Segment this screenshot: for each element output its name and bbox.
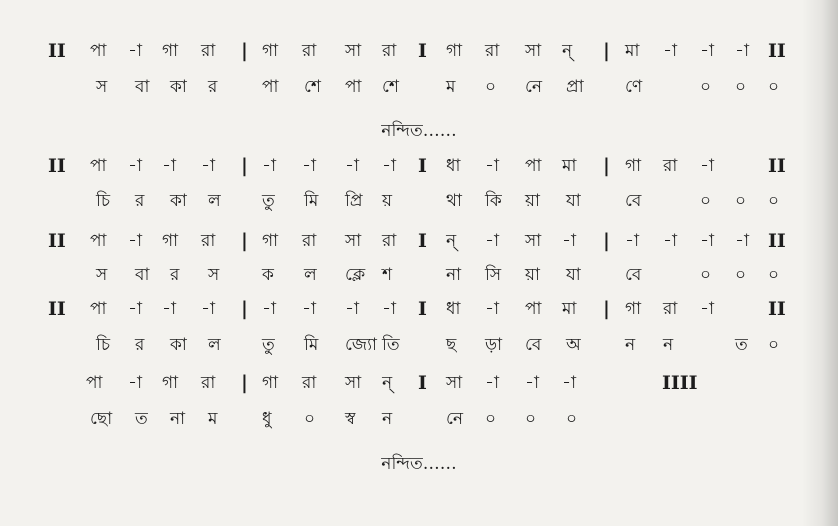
lyric-syllable: অ <box>566 335 581 355</box>
swara-note: পা <box>90 156 107 176</box>
swara-note: -া <box>382 156 396 176</box>
bar-line: | <box>603 40 610 62</box>
swara-note: -া <box>345 156 359 176</box>
lyric-syllable: প্রা <box>566 77 584 97</box>
lyric-syllable: ০ <box>700 265 712 285</box>
swara-note: -া <box>345 299 359 319</box>
bar-line: II <box>48 155 66 177</box>
lyric-syllable: ০ <box>485 409 497 429</box>
lyric-syllable: ০ <box>525 409 537 429</box>
swara-note: সা <box>345 41 362 61</box>
swara-note: গা <box>162 373 179 393</box>
lyric-syllable: ক্লে <box>345 265 366 285</box>
lyric-syllable: স <box>208 265 220 285</box>
lyric-syllable: ০ <box>566 409 578 429</box>
lyric-syllable: না <box>446 265 462 285</box>
swara-note: রা <box>382 41 397 61</box>
swara-note: রা <box>201 41 216 61</box>
lyric-syllable: ০ <box>700 77 712 97</box>
lyric-syllable: মি <box>304 335 319 355</box>
bar-line: | <box>603 230 610 252</box>
swara-note: ন্ <box>382 373 393 393</box>
lyric-syllable: বে <box>525 335 542 355</box>
lyric-syllable: কা <box>170 335 187 355</box>
lyric-syllable: কা <box>170 77 187 97</box>
lyric-syllable: বে <box>625 191 642 211</box>
bar-line: | <box>241 372 248 394</box>
swara-note: গা <box>625 299 642 319</box>
swara-note: গা <box>262 231 279 251</box>
swara-note: পা <box>90 231 107 251</box>
swara-note: -া <box>485 231 499 251</box>
swara-note: রা <box>302 373 317 393</box>
lyric-syllable: বা <box>135 265 150 285</box>
swara-note: -া <box>735 231 749 251</box>
bar-line: II <box>768 298 786 320</box>
lyric-syllable: শ <box>382 265 393 285</box>
swara-note: রা <box>663 156 678 176</box>
lyric-syllable: স <box>96 265 108 285</box>
lyric-syllable: ল <box>304 265 317 285</box>
lyric-syllable: ম <box>208 409 218 429</box>
lyric-syllable: ণে <box>625 77 643 97</box>
lyric-syllable: শে <box>382 77 399 97</box>
swara-note: গা <box>625 156 642 176</box>
lyric-syllable: চি <box>96 335 111 355</box>
swara-note: সা <box>345 231 362 251</box>
swara-note: -া <box>562 373 576 393</box>
swara-note: -া <box>128 373 142 393</box>
lyric-syllable: পা <box>262 77 279 97</box>
lyric-syllable: ধু <box>262 409 272 429</box>
lyric-syllable: ০ <box>768 77 780 97</box>
lyric-syllable: বে <box>625 265 642 285</box>
lyric-syllable: ন <box>382 409 393 429</box>
swara-note: মা <box>562 156 577 176</box>
lyric-syllable: য়া <box>525 191 540 211</box>
swara-note: গা <box>262 373 279 393</box>
lyric-syllable: ন <box>663 335 674 355</box>
lyric-syllable: বা <box>135 77 150 97</box>
swara-note: সা <box>446 373 463 393</box>
swara-note: -া <box>162 299 176 319</box>
lyric-syllable: ০ <box>304 409 316 429</box>
swara-note: রা <box>663 299 678 319</box>
lyric-syllable: য়া <box>525 265 540 285</box>
swara-note: ন্ <box>562 41 573 61</box>
swara-note: -া <box>262 156 276 176</box>
lyric-syllable: র <box>208 77 218 97</box>
lyric-syllable: যা <box>566 265 581 285</box>
swara-note: -া <box>128 299 142 319</box>
swara-note: গা <box>446 41 463 61</box>
swara-note: -া <box>162 156 176 176</box>
lyric-syllable: ০ <box>485 77 497 97</box>
lyric-syllable: সি <box>485 265 502 285</box>
lyric-syllable: তু <box>262 335 275 355</box>
swara-note: -া <box>700 231 714 251</box>
swara-note: রা <box>201 231 216 251</box>
swara-note: -া <box>382 299 396 319</box>
lyric-syllable: ০ <box>768 265 780 285</box>
lyric-syllable: র <box>135 191 145 211</box>
lyric-syllable: ত <box>135 409 148 429</box>
swara-note: -া <box>735 41 749 61</box>
bar-line: I <box>418 40 427 62</box>
bar-line: | <box>241 230 248 252</box>
swara-note: -া <box>302 299 316 319</box>
lyric-syllable: স্ব <box>345 409 356 429</box>
bar-line: I <box>418 298 427 320</box>
lyric-syllable: ০ <box>735 265 747 285</box>
swara-note: রা <box>382 231 397 251</box>
bar-line: | <box>603 155 610 177</box>
bar-line: II <box>48 298 66 320</box>
swara-note: রা <box>302 231 317 251</box>
lyric-syllable: না <box>170 409 186 429</box>
swara-note: -া <box>562 231 576 251</box>
swara-note: মা <box>625 41 640 61</box>
swara-note: ধা <box>446 156 461 176</box>
bar-line: | <box>603 298 610 320</box>
swara-note: পা <box>86 373 103 393</box>
swara-note: রা <box>302 41 317 61</box>
lyric-syllable: য় <box>382 191 393 211</box>
swara-note: -া <box>201 156 215 176</box>
swara-note: -া <box>663 41 677 61</box>
lyric-syllable: পা <box>345 77 362 97</box>
swara-note: সা <box>525 231 542 251</box>
bar-line: II <box>768 40 786 62</box>
swara-note: -া <box>302 156 316 176</box>
lyric-syllable: ত <box>735 335 748 355</box>
lyric-syllable: র <box>170 265 180 285</box>
lyric-syllable: র <box>135 335 145 355</box>
bar-line: I <box>418 372 427 394</box>
lyric-syllable: কি <box>485 191 502 211</box>
lyric-syllable: স <box>96 77 108 97</box>
swara-note: -া <box>128 156 142 176</box>
swara-note: -া <box>262 299 276 319</box>
lyric-syllable: ন <box>625 335 636 355</box>
swara-note: -া <box>201 299 215 319</box>
swara-note: গা <box>162 41 179 61</box>
lyric-syllable: ম <box>446 77 456 97</box>
bar-line: | <box>241 40 248 62</box>
swara-note: -া <box>128 231 142 251</box>
swara-note: সা <box>525 41 542 61</box>
bar-line: II <box>48 230 66 252</box>
page-edge-shadow <box>802 0 838 526</box>
swara-note: পা <box>525 299 542 319</box>
swara-note: -া <box>485 299 499 319</box>
bar-line: IIII <box>662 372 698 394</box>
swara-note: গা <box>262 41 279 61</box>
lyric-syllable: ড়া <box>485 335 503 355</box>
lyric-syllable: ক <box>262 265 274 285</box>
lyric-syllable: জ্যো <box>345 335 377 355</box>
lyric-syllable: ছো <box>90 409 113 429</box>
lyric-syllable: ল <box>208 335 221 355</box>
swara-note: পা <box>90 41 107 61</box>
swara-note: ধা <box>446 299 461 319</box>
swara-note: -া <box>700 41 714 61</box>
bar-line: | <box>241 155 248 177</box>
swara-note: -া <box>625 231 639 251</box>
section-mark-1: নন্দিত…… <box>381 121 457 141</box>
bar-line: | <box>241 298 248 320</box>
swara-note: পা <box>525 156 542 176</box>
swara-note: -া <box>128 41 142 61</box>
swara-note: -া <box>525 373 539 393</box>
lyric-syllable: যা <box>566 191 581 211</box>
lyric-syllable: ল <box>208 191 221 211</box>
lyric-syllable: চি <box>96 191 111 211</box>
swara-note: -া <box>700 299 714 319</box>
lyric-syllable: ০ <box>768 191 780 211</box>
section-mark-2: নন্দিত…… <box>381 454 457 474</box>
lyric-syllable: থা <box>446 191 462 211</box>
swara-note: -া <box>700 156 714 176</box>
lyric-syllable: ছ <box>446 335 457 355</box>
lyric-syllable: নে <box>446 409 464 429</box>
bar-line: II <box>768 155 786 177</box>
bar-line: II <box>48 40 66 62</box>
swara-note: -া <box>485 156 499 176</box>
bar-line: I <box>418 230 427 252</box>
swara-note: সা <box>345 373 362 393</box>
swara-note: -া <box>485 373 499 393</box>
lyric-syllable: ০ <box>735 77 747 97</box>
bar-line: II <box>768 230 786 252</box>
swara-note: পা <box>90 299 107 319</box>
lyric-syllable: ০ <box>700 191 712 211</box>
lyric-syllable: তু <box>262 191 275 211</box>
lyric-syllable: নে <box>525 77 543 97</box>
swara-note: রা <box>201 373 216 393</box>
bar-line: I <box>418 155 427 177</box>
swara-note: -া <box>663 231 677 251</box>
swara-note: রা <box>485 41 500 61</box>
lyric-syllable: কা <box>170 191 187 211</box>
lyric-syllable: তি <box>382 335 400 355</box>
swara-note: গা <box>162 231 179 251</box>
lyric-syllable: ০ <box>735 191 747 211</box>
lyric-syllable: প্রি <box>345 191 363 211</box>
lyric-syllable: মি <box>304 191 319 211</box>
lyric-syllable: শে <box>304 77 321 97</box>
swara-note: ন্ <box>446 231 457 251</box>
lyric-syllable: ০ <box>768 335 780 355</box>
swara-note: মা <box>562 299 577 319</box>
